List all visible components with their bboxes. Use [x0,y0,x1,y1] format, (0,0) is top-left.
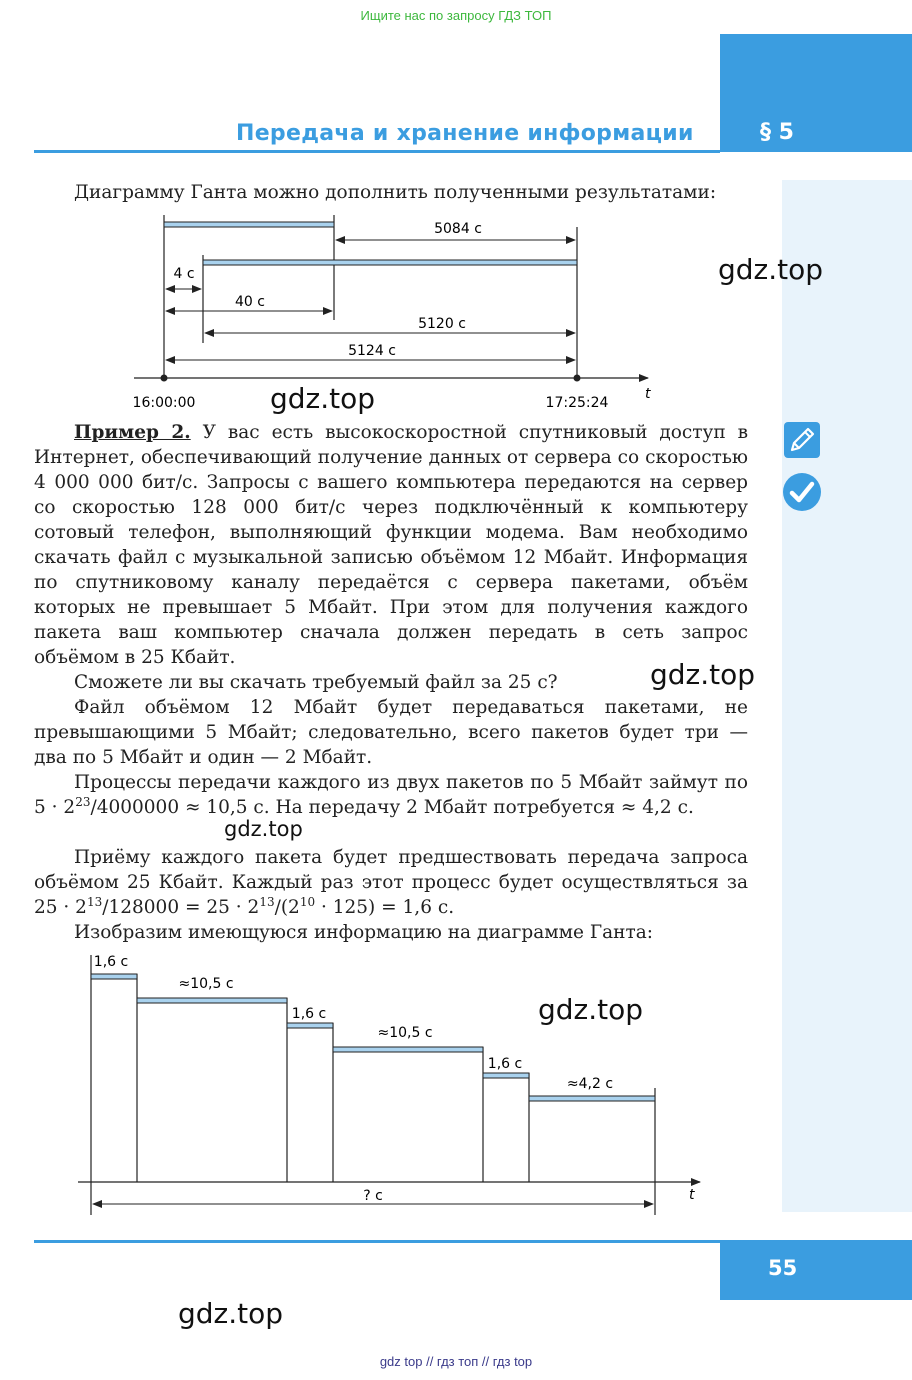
footer-links[interactable]: gdz top // гдз топ // гдз top [379,1354,533,1369]
example-label: Пример 2. [74,422,191,443]
question-text: Сможете ли вы скачать требуемый файл за 25 с? [74,672,558,693]
example-text: У вас есть высокоскоростной спутниковый доступ в Интернет, обеспечивающий получение данных от сервера со скоростью 4 000 000 бит/с. Запросы с вашего компьютера передаются на сервер со скоростью 128 000 бит/с через подключённый к компьютеру сотовый телефон, выполняющий функции модема. Вам необходимо скачать файл с музыкальной записью объёмом 12 Мбайт. Информация по спутниковому каналу передаётся с сервера пакетами, объём которых не превышает 5 Мбайт. При этом для получения каждого пакета ваш компьютер сначала должен передать в сеть запрос объёмом в 25 Кбайт. [34,422,748,668]
answer-paragraph-2: Процессы передачи каждого из двух пакетов по 5 Мбайт займут по $5 \cdot 2^{23}/4000000 \approx 10,5$ с. На передачу 2 Мбайт потребуется ≈ 4,2 с. [34,772,748,818]
answer-paragraph-3: Приёму каждого пакета будет предшествовать передача запроса объёмом 25 Кбайт. Каждый раз этот процесс будет осуществляться за $25 \cdot 2^{13}/128000 = 25 \cdot 2^{13}/(2^{10} \cdot 125) = 1,6$ с. [34,847,748,918]
margin-strip [782,180,912,1212]
watermark: gdz.top [270,382,376,415]
diagram-intro: Изобразим имеющуюся информацию на диаграмме Ганта: [74,922,653,943]
gantt-diagram-2 [0,950,720,1220]
intro-text: Диаграмму Ганта можно дополнить полученными результатами: [74,182,717,203]
watermark: gdz.top [224,817,303,841]
checkmark-icon [782,472,822,516]
bar-label: 1,6 с [93,954,129,970]
label-4: 4 c [173,266,195,282]
watermark: gdz.top [650,658,756,691]
total-duration-label: ? с [363,1188,383,1204]
bar-label: ≈10,5 с [178,976,234,992]
time-axis-label: t [645,386,651,402]
watermark: gdz.top [538,993,644,1026]
page-number-tab [720,1243,912,1300]
example-2 [34,420,748,670]
time-axis-label: t [689,1187,695,1203]
page-number: 55 [768,1256,798,1280]
start-time: 16:00:00 [132,395,196,411]
pencil-icon [783,421,821,463]
label-5124: 5124 c [348,343,396,359]
section-number: § 5 [760,120,794,145]
top-banner[interactable]: Ищите нас по запросу ГДЗ ТОП [360,8,552,23]
answer-paragraph-1: Файл объёмом 12 Мбайт будет передаваться пакетами, не превышающими 5 Мбайт; следовательно, всего пакетов будет три — два по 5 Мбайт и один — 2 Мбайт. [34,697,748,768]
bar-label: ≈4,2 с [566,1076,614,1092]
chapter-title: Передача и хранение информации [236,121,694,146]
end-time: 17:25:24 [545,395,609,411]
header-divider [34,150,720,153]
label-5084: 5084 c [434,221,482,237]
section-tab [720,34,912,152]
watermark: gdz.top [178,1297,284,1330]
bar-label: 1,6 с [291,1006,327,1022]
bar-label: ≈10,5 с [377,1025,433,1041]
bar-label: 1,6 с [487,1056,523,1072]
watermark: gdz.top [718,253,824,286]
label-5120: 5120 c [418,316,466,332]
label-40: 40 c [235,294,265,310]
